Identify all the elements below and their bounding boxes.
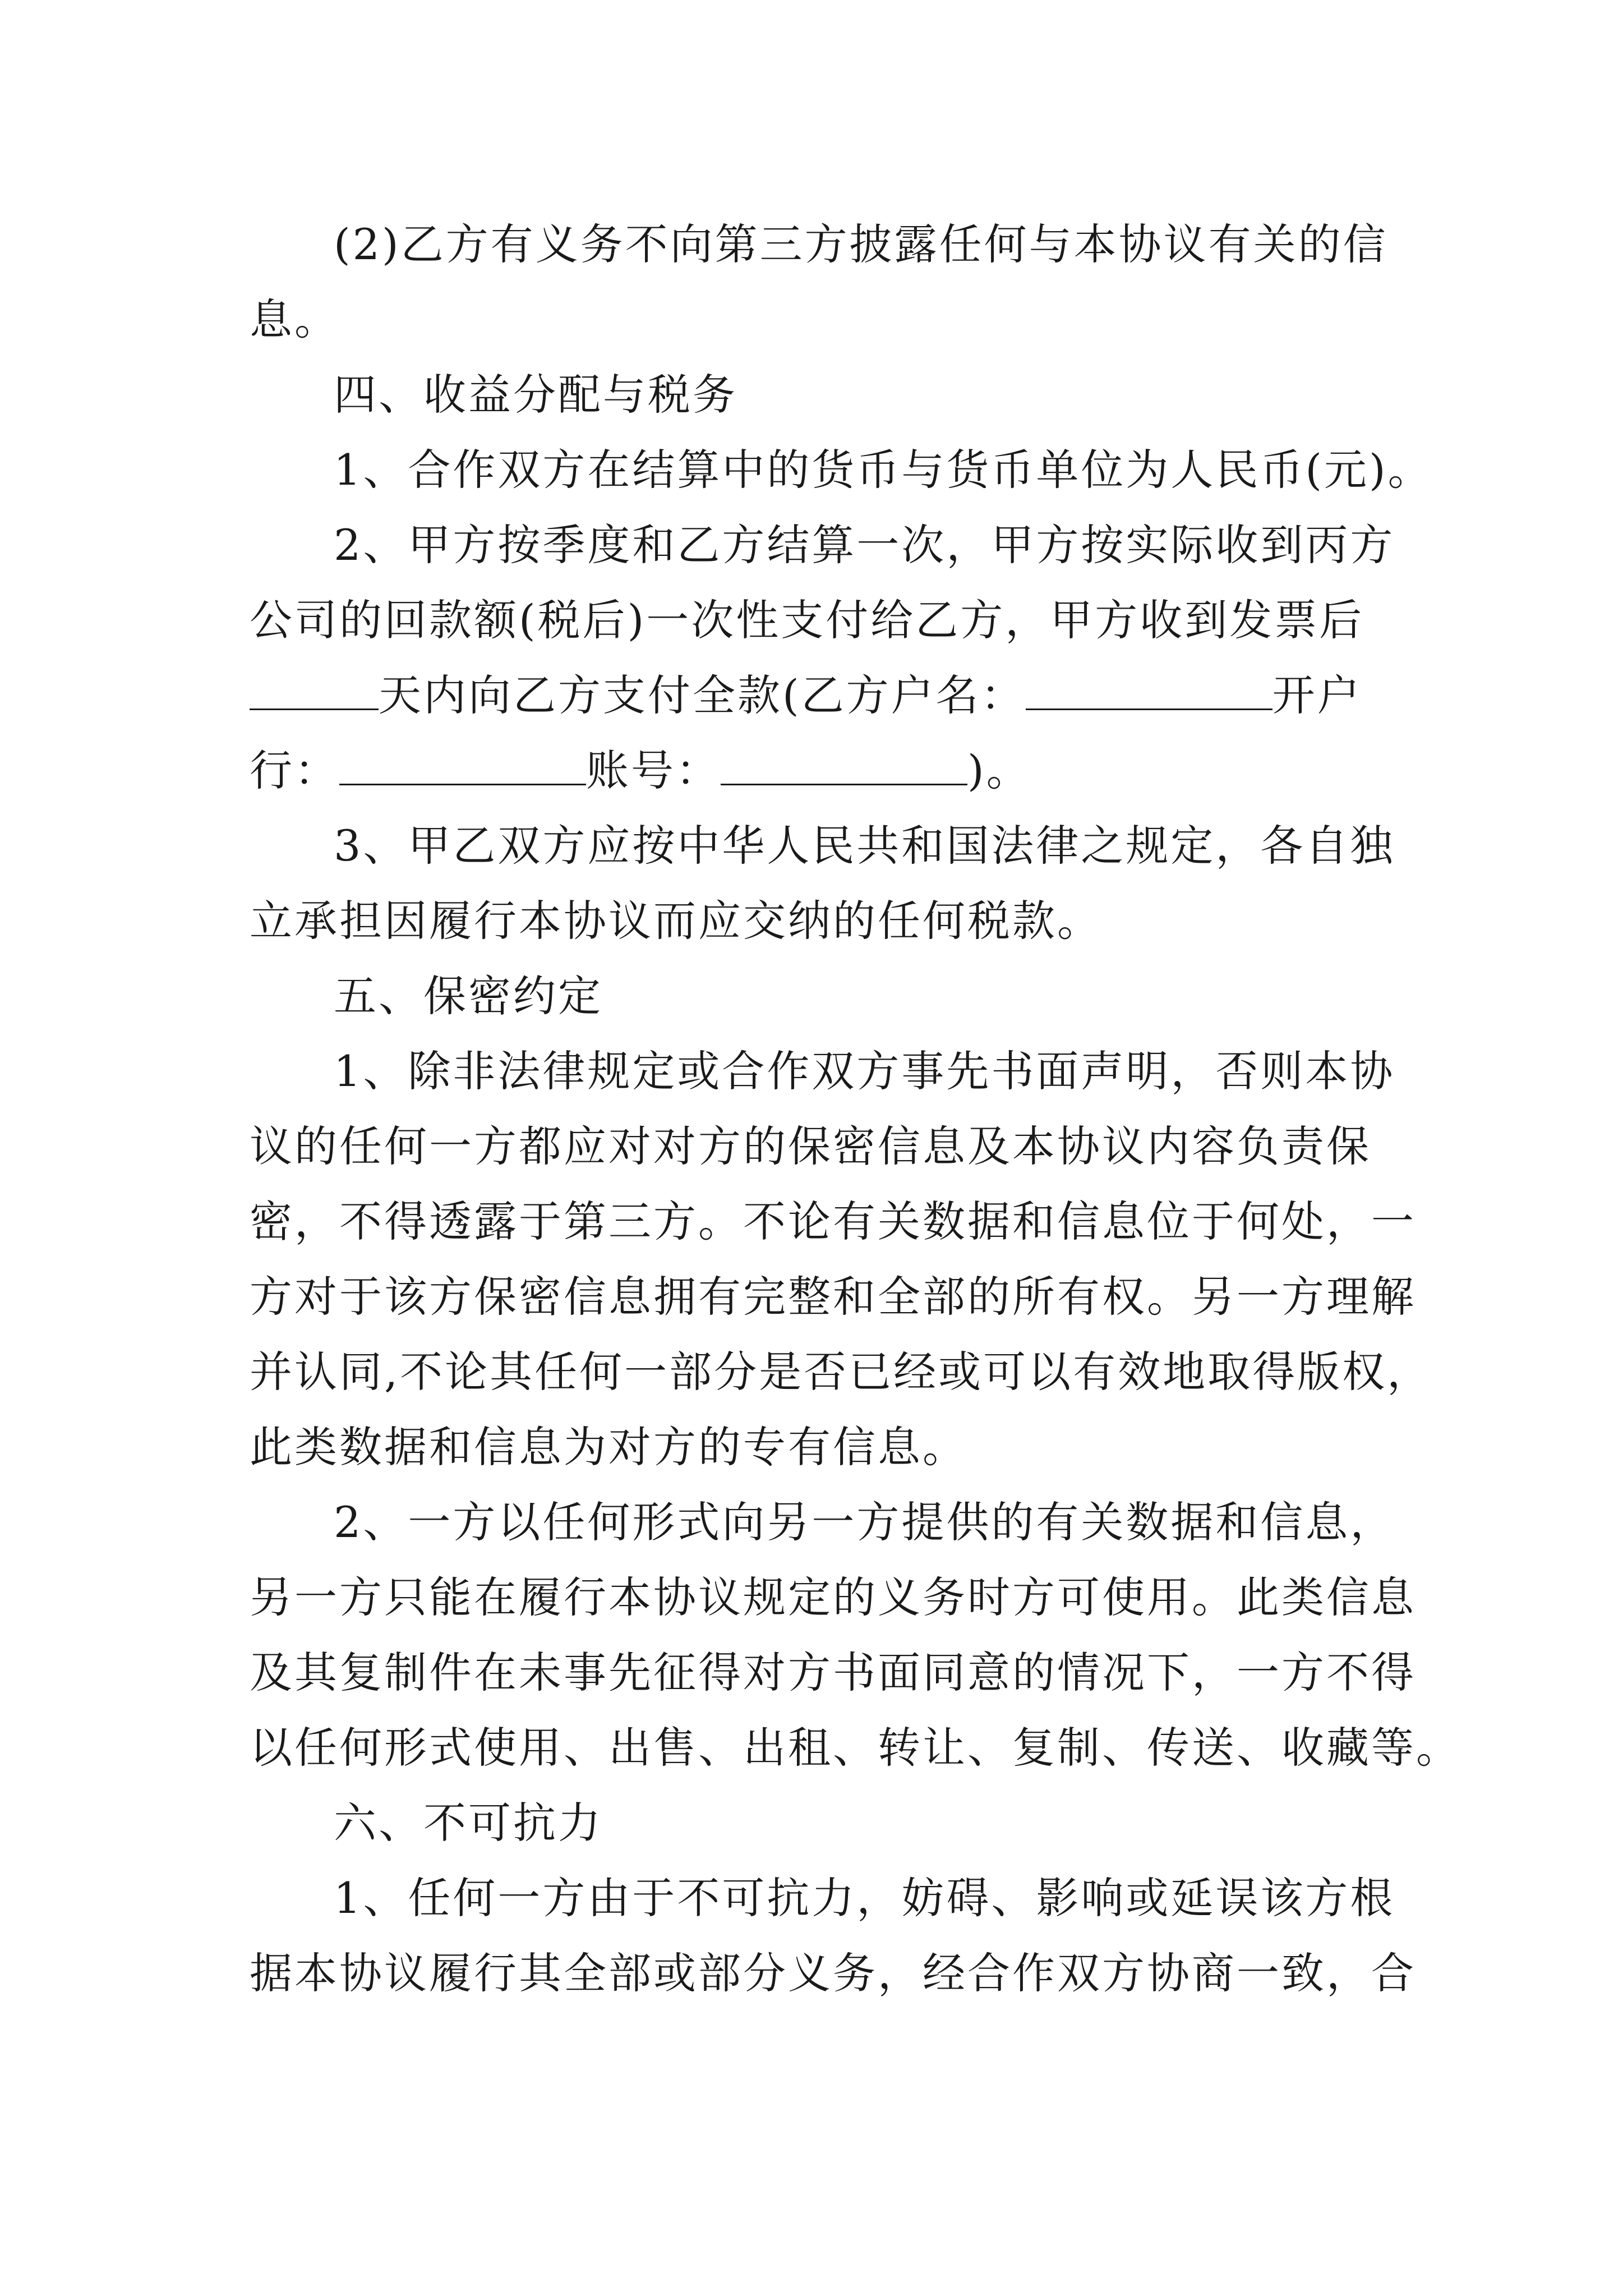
section-heading: 五、保密约定 <box>334 971 603 1021</box>
paragraph-line: 并认同,不论其任何一部分是否已经或可以有效地取得版权， <box>250 1347 1432 1397</box>
text-segment: 行： <box>250 746 339 795</box>
fill-in-blank-account-name <box>1026 669 1272 710</box>
paragraph-line: 2、一方以任何形式向另一方提供的有关数据和信息， <box>334 1497 1395 1547</box>
paragraph-line: 1、合作双方在结算中的货币与货币单位为人民币(元)。 <box>334 445 1433 495</box>
paragraph-line: 2、甲方按季度和乙方结算一次，甲方按实际收到丙方 <box>334 520 1395 570</box>
section-heading: 四、收益分配与税务 <box>334 370 737 420</box>
fill-in-blank-account-number <box>721 744 967 785</box>
paragraph-line: 立承担因履行本协议而应交纳的任何税款。 <box>250 896 1102 946</box>
text-segment: 账号： <box>586 746 721 795</box>
text-segment: 开户 <box>1272 670 1362 720</box>
paragraph-line: 另一方只能在履行本协议规定的义务时方可使用。此类信息 <box>250 1572 1416 1622</box>
paragraph-line: 据本协议履行其全部或部分义务，经合作双方协商一致，合 <box>250 1948 1416 1998</box>
paragraph-line: 以任何形式使用、出售、出租、转让、复制、传送、收藏等。 <box>250 1723 1461 1773</box>
paragraph-line-with-blanks <box>250 737 1382 804</box>
paragraph-line: 方对于该方保密信息拥有完整和全部的所有权。另一方理解 <box>250 1272 1416 1322</box>
section-heading: 六、不可抗力 <box>334 1798 603 1848</box>
paragraph-line: 息。 <box>250 295 339 344</box>
paragraph-line: 公司的回款额(税后)一次性支付给乙方，甲方收到发票后 <box>250 595 1364 645</box>
paragraph-line: 此类数据和信息为对方的专有信息。 <box>250 1422 967 1472</box>
paragraph-line: 议的任何一方都应对对方的保密信息及本协议内容负责保 <box>250 1121 1371 1171</box>
paragraph-line: 3、甲乙双方应按中华人民共和国法律之规定，各自独 <box>334 821 1395 871</box>
paragraph-line: 1、除非法律规定或合作双方事先书面声明，否则本协 <box>334 1046 1395 1096</box>
text-segment: )。 <box>967 746 1031 795</box>
paragraph-line: 及其复制件在未事先征得对方书面同意的情况下，一方不得 <box>250 1648 1416 1697</box>
paragraph-line: 密，不得透露于第三方。不论有关数据和信息位于何处，一 <box>250 1197 1416 1246</box>
fill-in-blank-days <box>250 669 379 710</box>
paragraph-line: (2)乙方有义务不向第三方披露任何与本协议有关的信 <box>334 219 1388 269</box>
text-segment: 天内向乙方支付全款(乙方户名： <box>379 670 1026 720</box>
paragraph-line: 1、任何一方由于不可抗力，妨碍、影响或延误该方根 <box>334 1873 1395 1923</box>
paragraph-line-with-blanks <box>250 662 1382 729</box>
fill-in-blank-bank <box>339 744 586 785</box>
